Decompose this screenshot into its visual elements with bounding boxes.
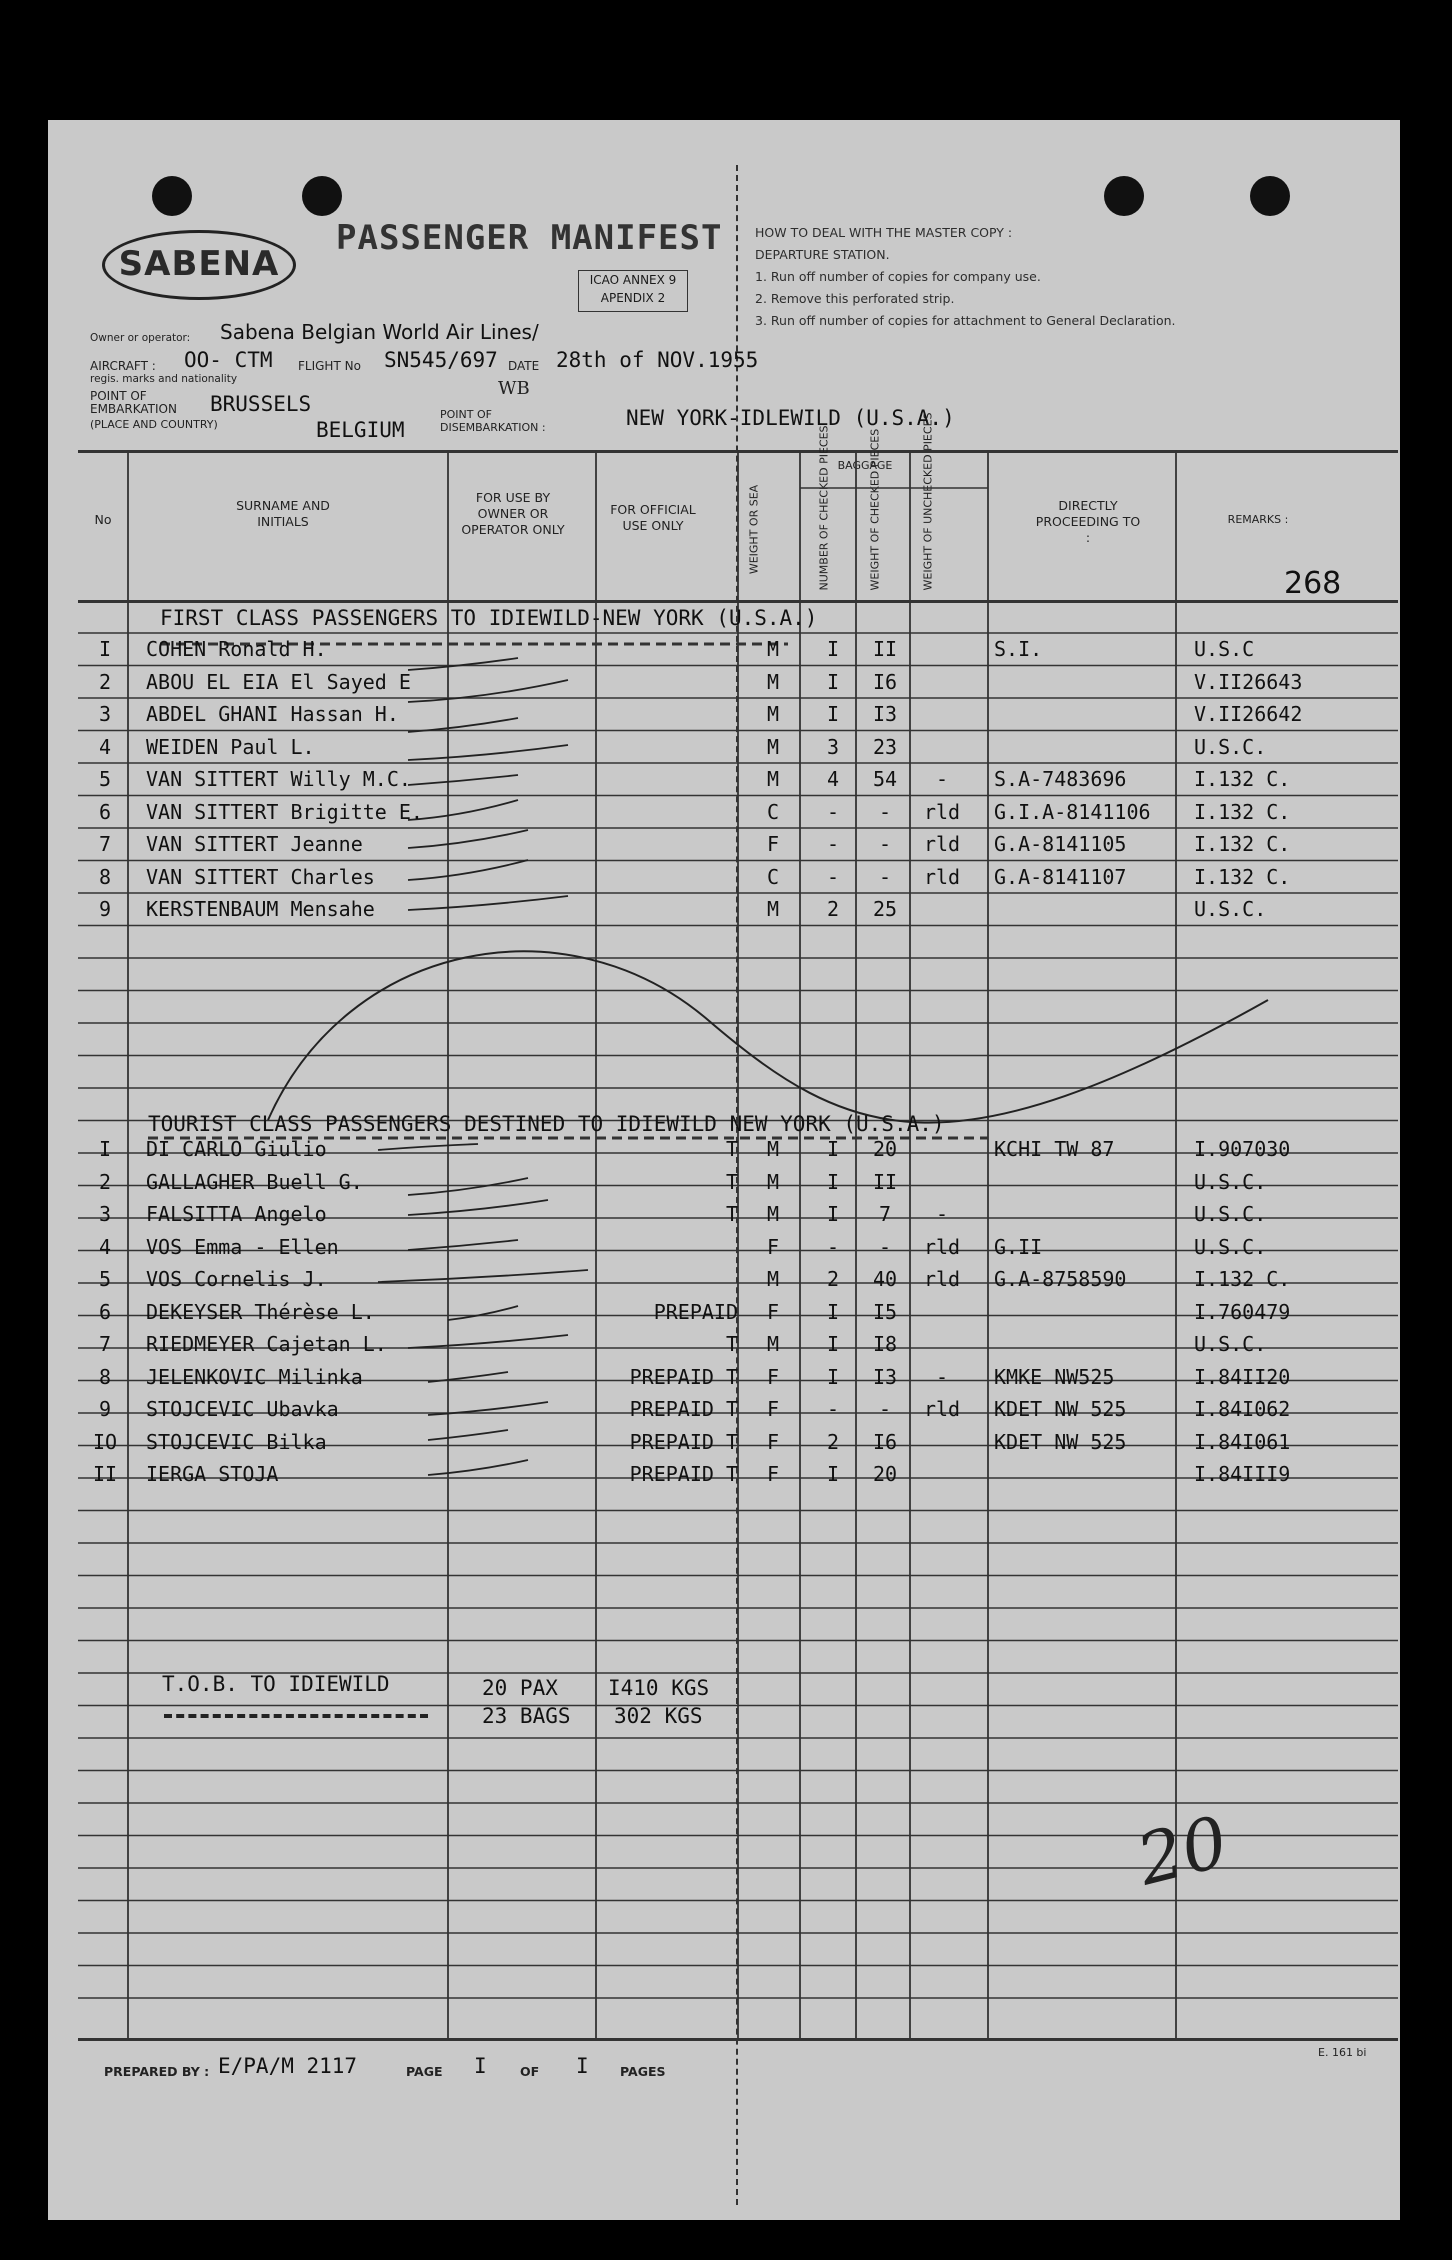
cell-n: I — [826, 1462, 840, 1486]
cell-u: rld — [923, 864, 961, 889]
totals-bags: 23 BAGS — [482, 1704, 571, 1728]
cell-w: 54 — [872, 767, 898, 791]
owner-label: Owner or operator: — [90, 332, 191, 344]
cell-ws: M — [766, 1332, 780, 1356]
cell-u: rld — [923, 1234, 961, 1259]
cell-proc: S.I. — [994, 637, 1043, 661]
col-weight-checked: WEIGHT OF CHECKED PIECES — [868, 428, 882, 591]
cell-off: PREPAID T — [629, 1462, 738, 1486]
cell-w: 25 — [872, 897, 898, 921]
prepared-value: E/PA/M 2117 — [218, 2054, 358, 2078]
instruction-line: DEPARTURE STATION. — [755, 247, 890, 262]
cell-name: GALLAGHER Buell G. — [146, 1169, 363, 1194]
cell-n: - — [826, 1397, 840, 1421]
cell-ws: F — [766, 1364, 780, 1389]
cell-ws: F — [766, 1429, 780, 1454]
cell-no: 2 — [98, 1169, 112, 1194]
cell-no: 4 — [98, 1234, 112, 1259]
page-label: PAGE — [406, 2064, 443, 2079]
cell-no: 7 — [98, 832, 112, 856]
cell-n: I — [826, 1299, 840, 1324]
cell-name: DEKEYSER Thérèse L. — [146, 1299, 375, 1324]
cell-rem: I.132 C. — [1194, 1267, 1291, 1291]
cell-name: FALSITTA Angelo — [146, 1202, 327, 1226]
cell-u: rld — [923, 832, 961, 856]
col-surname: SURNAME AND INITIALS — [236, 498, 330, 529]
cell-proc: KCHI TW 87 — [994, 1137, 1115, 1161]
cell-ws: F — [766, 832, 780, 856]
totals-label: T.O.B. TO IDIEWILD — [162, 1672, 390, 1696]
cell-off: PREPAID T — [629, 1364, 738, 1389]
cell-name: VAN SITTERT Brigitte E. — [146, 799, 423, 824]
cell-n: I — [826, 1137, 840, 1161]
cell-name: KERSTENBAUM Mensahe — [146, 897, 375, 921]
cell-ws: M — [766, 1202, 780, 1226]
cell-rem: U.S.C. — [1194, 1169, 1267, 1194]
cell-w: I3 — [872, 1364, 898, 1389]
cell-name: VOS Emma - Ellen — [146, 1234, 339, 1259]
cell-no: 6 — [98, 799, 112, 824]
cell-rem: I.84III9 — [1194, 1462, 1291, 1486]
cell-u: - — [935, 1364, 949, 1389]
cell-proc: G.A-8141105 — [994, 832, 1127, 856]
cell-rem: I.760479 — [1194, 1299, 1291, 1324]
cell-rem: U.S.C. — [1194, 1332, 1267, 1356]
owner-value: Sabena Belgian World Air Lines/ — [220, 320, 539, 344]
cell-name: VAN SITTERT Jeanne — [146, 832, 363, 856]
aircraft-label: AIRCRAFT : — [90, 359, 156, 373]
cell-ws: M — [766, 767, 780, 791]
col-official: FOR OFFICIAL USE ONLY — [610, 502, 696, 533]
cell-no: 2 — [98, 669, 112, 694]
cell-rem: I.84I062 — [1194, 1397, 1291, 1421]
cell-no: 5 — [98, 767, 112, 791]
cell-n: 3 — [826, 734, 840, 759]
cell-no: 8 — [98, 864, 112, 889]
cell-name: STOJCEVIC Ubavka — [146, 1397, 339, 1421]
col-no: No — [94, 512, 112, 527]
col-num-checked: NUMBER OF CHECKED PIECES — [817, 425, 831, 591]
instruction-line: 1. Run off number of copies for company use. — [755, 269, 1041, 284]
cell-rem: U.S.C. — [1194, 1202, 1267, 1226]
embark-country: BELGIUM — [316, 418, 405, 442]
cell-w: 7 — [878, 1202, 892, 1226]
cell-u: rld — [923, 799, 961, 824]
cell-n: 2 — [826, 897, 840, 921]
cell-off: PREPAID — [653, 1299, 738, 1324]
cell-u: - — [935, 1202, 949, 1226]
date-label: DATE — [508, 359, 540, 373]
cell-rem: U.S.C. — [1194, 734, 1267, 759]
cell-ws: F — [766, 1462, 780, 1486]
cell-rem: I.84I061 — [1194, 1429, 1291, 1454]
cell-proc: KDET NW 525 — [994, 1429, 1127, 1454]
cell-n: - — [826, 832, 840, 856]
cell-no: 4 — [98, 734, 112, 759]
cell-name: JELENKOVIC Milinka — [146, 1364, 363, 1389]
form-code: E. 161 bi — [1318, 2046, 1367, 2059]
cell-no: I — [98, 1137, 112, 1161]
cell-no: 5 — [98, 1267, 112, 1291]
prepared-label: PREPARED BY : — [104, 2064, 210, 2079]
cell-off: T — [725, 1202, 738, 1226]
cell-ws: M — [766, 734, 780, 759]
cell-ws: C — [766, 864, 780, 889]
cell-no: 9 — [98, 897, 112, 921]
cell-proc: G.A-8758590 — [994, 1267, 1127, 1291]
totals-pax: 20 PAX — [482, 1676, 558, 1700]
cell-rem: I.132 C. — [1194, 832, 1291, 856]
cell-no: I — [98, 637, 112, 661]
cell-ws: M — [766, 702, 780, 726]
cell-w: I8 — [872, 1332, 898, 1356]
cell-ws: M — [766, 1267, 780, 1291]
cell-rem: I.132 C. — [1194, 799, 1291, 824]
of-value: I — [576, 2054, 589, 2078]
flight-label: FLIGHT No — [298, 359, 361, 373]
embark-sub: (PLACE AND COUNTRY) — [90, 418, 218, 431]
instruction-line: 2. Remove this perforated strip. — [755, 291, 955, 306]
cell-u: rld — [923, 1397, 961, 1421]
cell-ws: F — [766, 1397, 780, 1421]
tourist-class-heading: TOURIST CLASS PASSENGERS DESTINED TO IDIEWILD NEW YORK (U.S.A.) — [148, 1112, 945, 1136]
cell-w: I3 — [872, 702, 898, 726]
cell-off: PREPAID T — [629, 1397, 738, 1421]
cell-proc: G.I.A-8141106 — [994, 799, 1151, 824]
col-remarks: REMARKS : — [1227, 513, 1289, 526]
cell-u: - — [935, 767, 949, 791]
cell-ws: M — [766, 897, 780, 921]
cell-name: ABOU EL EIA El Sayed E — [146, 669, 411, 694]
disembark-initials: WB — [498, 378, 530, 399]
disembark-label: POINT OF DISEMBARKATION : — [440, 408, 546, 434]
cell-n: I — [826, 702, 840, 726]
cell-no: 7 — [98, 1332, 112, 1356]
cell-ws: M — [766, 1137, 780, 1161]
cell-no: IO — [92, 1429, 118, 1454]
cell-name: ABDEL GHANI Hassan H. — [146, 702, 399, 726]
cell-n: I — [826, 637, 840, 661]
disembark-value: NEW YORK-IDLEWILD (U.S.A.) — [626, 406, 955, 430]
cell-name: VOS Cornelis J. — [146, 1267, 327, 1291]
cell-no: 3 — [98, 702, 112, 726]
cell-w: 40 — [872, 1267, 898, 1291]
cell-rem: U.S.C — [1194, 637, 1255, 661]
cell-off: T — [725, 1169, 738, 1194]
cell-w: - — [878, 1234, 892, 1259]
cell-name: RIEDMEYER Cajetan L. — [146, 1332, 387, 1356]
col-weight-sea: WEIGHT OR SEA — [747, 484, 761, 575]
cell-n: 2 — [826, 1267, 840, 1291]
cell-rem: I.84II20 — [1194, 1364, 1291, 1389]
cell-ws: M — [766, 669, 780, 694]
cell-rem: V.II26642 — [1194, 702, 1303, 726]
cell-w: - — [878, 864, 892, 889]
page-value: I — [474, 2054, 487, 2078]
of-label: OF — [520, 2064, 540, 2079]
totals-bags-kg: 302 KGS — [614, 1704, 703, 1728]
first-class-heading: FIRST CLASS PASSENGERS TO IDIEWILD-NEW YORK (U.S.A.) — [160, 606, 818, 630]
handwritten-count: 20 — [1129, 1800, 1236, 1902]
cell-n: I — [826, 1364, 840, 1389]
cell-off: PREPAID T — [629, 1429, 738, 1454]
cell-w: II — [872, 637, 898, 661]
cell-off: T — [725, 1332, 738, 1356]
cell-proc: KDET NW 525 — [994, 1397, 1127, 1421]
cell-off: T — [725, 1137, 738, 1161]
cell-w: 23 — [872, 734, 898, 759]
date-value: 28th of NOV.1955 — [556, 348, 759, 372]
cell-w: 20 — [872, 1462, 898, 1486]
cell-n: I — [826, 1202, 840, 1226]
cell-w: I6 — [872, 1429, 898, 1454]
aircraft-value: OO- CTM — [184, 348, 273, 372]
aircraft-sub: regis. marks and nationality — [90, 373, 238, 385]
cell-w: II — [872, 1169, 898, 1194]
cell-n: I — [826, 1332, 840, 1356]
cell-ws: M — [766, 637, 780, 661]
cell-name: COHEN Ronald H. — [146, 637, 327, 661]
page-title: PASSENGER MANIFEST — [336, 218, 723, 258]
cell-n: - — [826, 864, 840, 889]
cell-ws: C — [766, 799, 780, 824]
cell-w: I6 — [872, 669, 898, 694]
cell-name: WEIDEN Paul L. — [146, 734, 315, 759]
cell-rem: I.907030 — [1194, 1137, 1291, 1161]
cell-w: 20 — [872, 1137, 898, 1161]
pen-tick-mark — [448, 1306, 518, 1320]
cell-proc: KMKE NW525 — [994, 1364, 1115, 1389]
icao-line-2: APENDIX 2 — [600, 291, 666, 305]
cell-n: - — [826, 1234, 840, 1259]
flight-value: SN545/697 — [384, 348, 498, 372]
cell-rem: U.S.C. — [1194, 1234, 1267, 1259]
cell-no: 3 — [98, 1202, 112, 1226]
cell-ws: M — [766, 1169, 780, 1194]
cell-proc: G.II — [994, 1234, 1043, 1259]
cell-name: STOJCEVIC Bilka — [146, 1429, 327, 1454]
icao-line-1: ICAO ANNEX 9 — [589, 273, 677, 287]
cell-ws: F — [766, 1234, 780, 1259]
cell-n: 4 — [826, 767, 840, 791]
cell-w: - — [878, 832, 892, 856]
cell-n: 2 — [826, 1429, 840, 1454]
cell-no: 6 — [98, 1299, 112, 1324]
cell-n: I — [826, 669, 840, 694]
cell-n: - — [826, 799, 840, 824]
cell-name: VAN SITTERT Charles — [146, 864, 375, 889]
sabena-logo: SABENA — [102, 230, 296, 300]
cell-rem: U.S.C. — [1194, 897, 1267, 921]
embark-value: BRUSSELS — [210, 392, 312, 416]
pages-label: PAGES — [620, 2064, 666, 2079]
totals-dash-rule — [164, 1714, 428, 1718]
cell-u: rld — [923, 1267, 961, 1291]
cell-name: VAN SITTERT Willy M.C. — [146, 767, 411, 791]
cancel-curve-stroke — [268, 951, 1268, 1122]
totals-pax-kg: I410 KGS — [608, 1676, 710, 1700]
cell-no: 8 — [98, 1364, 112, 1389]
cell-w: - — [878, 1397, 892, 1421]
cell-proc: S.A-7483696 — [994, 767, 1127, 791]
col-proceeding: DIRECTLY PROCEEDING TO : — [1035, 498, 1141, 545]
cell-name: IERGA STOJA — [146, 1462, 279, 1486]
cell-rem: I.132 C. — [1194, 767, 1291, 791]
footer-rule — [78, 2038, 1398, 2041]
cell-ws: F — [766, 1299, 780, 1324]
page-stamp: 268 — [1284, 566, 1342, 601]
cell-w: I5 — [872, 1299, 898, 1324]
cell-name: DI CARLO Giulio — [146, 1137, 327, 1161]
instruction-line: 3. Run off number of copies for attachment to General Declaration. — [755, 313, 1176, 328]
cell-w: - — [878, 799, 892, 824]
cell-n: I — [826, 1169, 840, 1194]
col-baggage: BAGGAGE — [837, 459, 893, 472]
cell-no: 9 — [98, 1397, 112, 1421]
col-weight-unchecked: WEIGHT OF UNCHECKED PIECES — [921, 412, 935, 591]
col-owner-use: FOR USE BY OWNER OR OPERATOR ONLY — [461, 490, 565, 537]
cell-proc: G.A-8141107 — [994, 864, 1127, 889]
cell-rem: V.II26643 — [1194, 669, 1303, 694]
instruction-line: HOW TO DEAL WITH THE MASTER COPY : — [755, 225, 1013, 240]
manifest-sheet — [48, 120, 1400, 2220]
embark-label: POINT OF EMBARKATION — [90, 389, 177, 416]
cell-no: II — [92, 1462, 118, 1486]
cell-rem: I.132 C. — [1194, 864, 1291, 889]
